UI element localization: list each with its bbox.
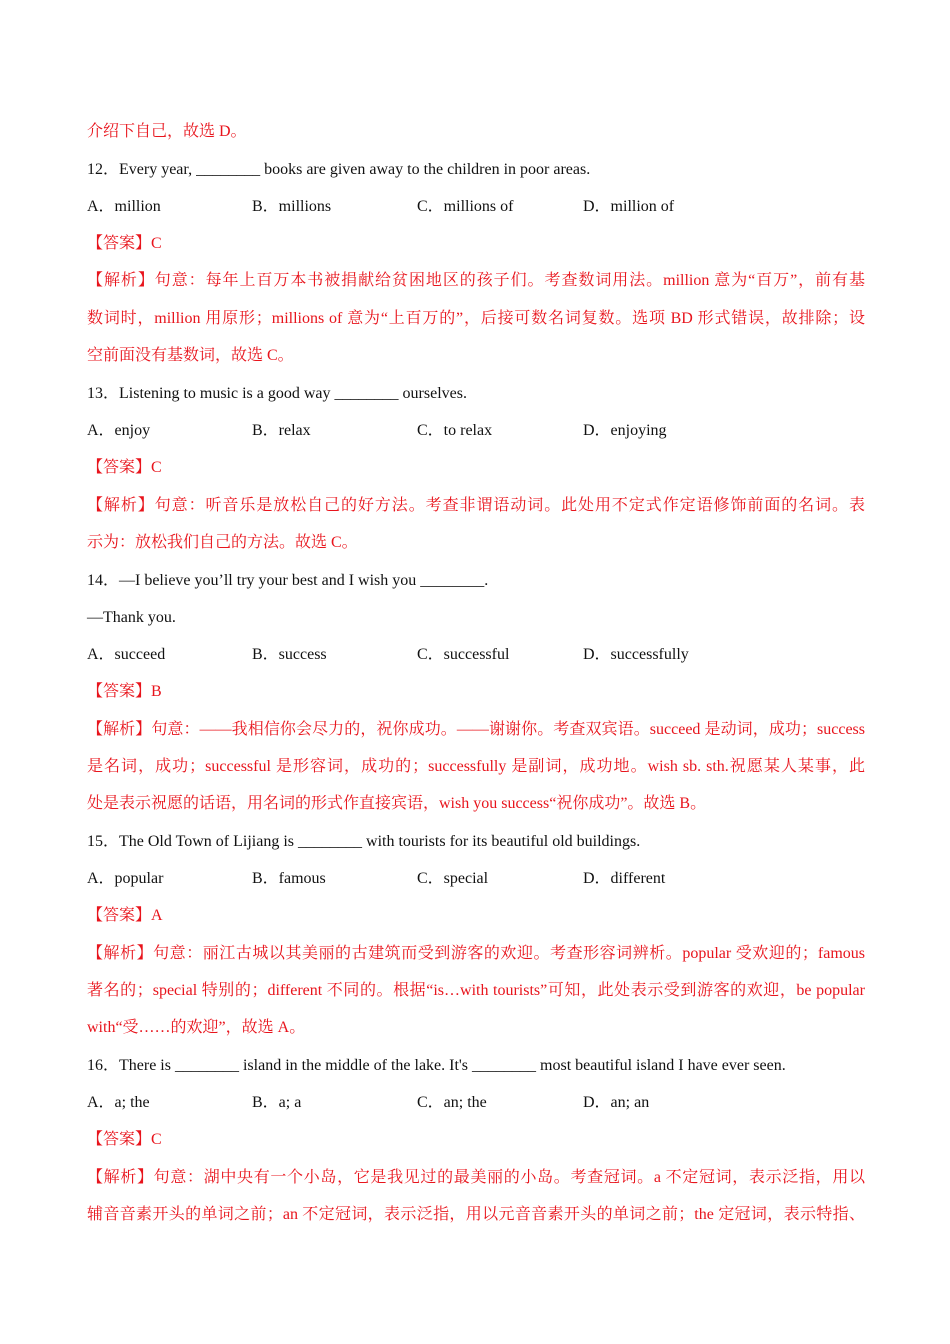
option-c: C．special: [417, 870, 489, 887]
question-13: 13．Listening to music is a good way ________ ourselves.: [87, 385, 467, 402]
explanation-15-line-1: 【解析】句意：丽江古城以其美丽的古建筑而受到游客的欢迎。考查形容词辨析。popular 受欢迎的；famous: [87, 945, 865, 962]
question-14-reply: —Thank you.: [87, 609, 176, 626]
option-b: B．relax: [252, 422, 311, 439]
answer-16: 【答案】C: [87, 1131, 162, 1148]
explanation-12-line-1: 【解析】句意：每年上百万本书被捐献给贫困地区的孩子们。考查数词用法。million 意为“百万”，前有基: [87, 272, 865, 289]
option-b: B．a; a: [252, 1094, 302, 1111]
option-b: B．famous: [252, 870, 326, 887]
option-a: A．million: [87, 198, 161, 215]
option-a: A．succeed: [87, 646, 166, 663]
option-d: D．different: [583, 870, 666, 887]
explanation-13-line-2: 示为：放松我们自己的方法。故选 C。: [87, 534, 358, 551]
answer-13: 【答案】C: [87, 459, 162, 476]
option-d: D．million of: [583, 198, 675, 215]
question-16: 16．There is ________ island in the middle of the lake. It's ________ most beautiful island I have ever seen.: [87, 1057, 786, 1074]
option-a: A．a; the: [87, 1094, 150, 1111]
explanation-line: 介绍下自己，故选 D。: [87, 123, 247, 140]
option-b: B．success: [252, 646, 327, 663]
explanation-15-line-2: 著名的；special 特别的；different 不同的。根据“is…with tourists”可知，此处表示受到游客的欢迎，be popular: [87, 982, 865, 999]
explanation-16-line-1: 【解析】句意：湖中央有一个小岛，它是我见过的最美丽的小岛。考查冠词。a 不定冠词，表示泛指，用以: [87, 1169, 865, 1186]
option-c: C．to relax: [417, 422, 493, 439]
question-15: 15．The Old Town of Lijiang is ________ with tourists for its beautiful old buildings.: [87, 833, 641, 850]
answer-15: 【答案】A: [87, 907, 163, 924]
question-12: 12．Every year, ________ books are given away to the children in poor areas.: [87, 161, 591, 178]
explanation-14-line-1: 【解析】句意：——我相信你会尽力的，祝你成功。——谢谢你。考查双宾语。succeed 是动词，成功；success: [87, 721, 865, 738]
option-c: C．successful: [417, 646, 510, 663]
explanation-14-line-2: 是名词，成功；successful 是形容词，成功的；successfully 是副词，成功地。wish sb. sth.祝愿某人某事，此: [87, 758, 865, 775]
answer-14: 【答案】B: [87, 683, 162, 700]
option-c: C．millions of: [417, 198, 514, 215]
option-d: D．enjoying: [583, 422, 667, 439]
explanation-12-line-2: 数词时，million 用原形；millions of 意为“上百万的”，后接可数名词复数。选项 BD 形式错误，故排除；设: [87, 310, 865, 327]
explanation-14-line-3: 处是表示祝愿的话语，用名词的形式作直接宾语，wish you success“祝你成功”。故选 B。: [87, 795, 707, 812]
explanation-12-line-3: 空前面没有基数词，故选 C。: [87, 347, 294, 364]
explanation-15-line-3: with“受……的欢迎”，故选 A。: [87, 1019, 306, 1036]
explanation-13-line-1: 【解析】句意：听音乐是放松自己的好方法。考查非谓语动词。此处用不定式作定语修饰前面的名词。表: [87, 497, 865, 514]
option-c: C．an; the: [417, 1094, 487, 1111]
question-14: 14．—I believe you’ll try your best and I wish you ________.: [87, 572, 489, 589]
option-d: D．successfully: [583, 646, 689, 663]
option-a: A．enjoy: [87, 422, 151, 439]
option-a: A．popular: [87, 870, 164, 887]
answer-12: 【答案】C: [87, 235, 162, 252]
option-b: B．millions: [252, 198, 332, 215]
option-d: D．an; an: [583, 1094, 650, 1111]
explanation-16-line-2: 辅音音素开头的单词之前；an 不定冠词，表示泛指，用以元音音素开头的单词之前；the 定冠词，表示特指、: [87, 1206, 865, 1223]
